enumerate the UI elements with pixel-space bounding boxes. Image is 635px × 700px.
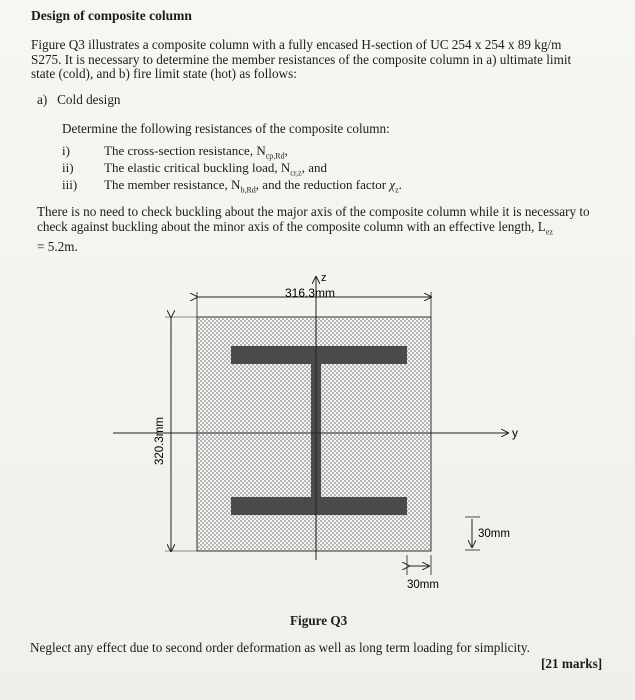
list-item-number: iii)	[62, 177, 78, 192]
section-heading: Design of composite column	[31, 8, 192, 23]
part-a-title: Cold design	[57, 92, 121, 107]
cover-side-label: 30mm	[478, 528, 510, 540]
z-axis-label: z	[321, 272, 327, 284]
cover-bottom-label: 30mm	[407, 579, 439, 591]
intro-paragraph: Figure Q3 illustrates a composite column with a fully encased H-section of UC 254 x 254 x 89 kg/m S275. It is necessary to determine the member resistances of the composite column in a) ultimate limit state (cold), and b) fire limit state (hot) as follows:	[31, 37, 572, 81]
list-item-text: The elastic critical buckling load, $N_{cr,z}$, and	[104, 160, 327, 178]
part-a-instruction: Determine the following resistances of the composite column:	[62, 121, 390, 136]
height-label: 320.3mm	[154, 417, 166, 465]
list-item-number: ii)	[62, 160, 74, 175]
y-axis-label: y	[512, 426, 518, 440]
list-item-number: i)	[62, 143, 70, 158]
figure-caption: Figure Q3	[290, 613, 348, 628]
closing-note: Neglect any effect due to second order deformation as well as long term loading for simplicity.	[30, 640, 530, 655]
marks-label: [21 marks]	[541, 656, 603, 671]
part-a-label: a)	[37, 92, 48, 107]
list-item-text: The cross-section resistance, $N_{cp,Rd}$,	[104, 143, 288, 161]
list-item-text: The member resistance, $N_{b,Rd}$, and the reduction factor $\chi_z$.	[104, 177, 402, 195]
note-paragraph: There is no need to check buckling about the major axis of the composite column while it is necessary to check against buckling about the minor axis of the composite column with an effective length, $L_{ez}$ = 5.2m.	[37, 204, 590, 254]
width-label: 316.3mm	[285, 286, 336, 300]
